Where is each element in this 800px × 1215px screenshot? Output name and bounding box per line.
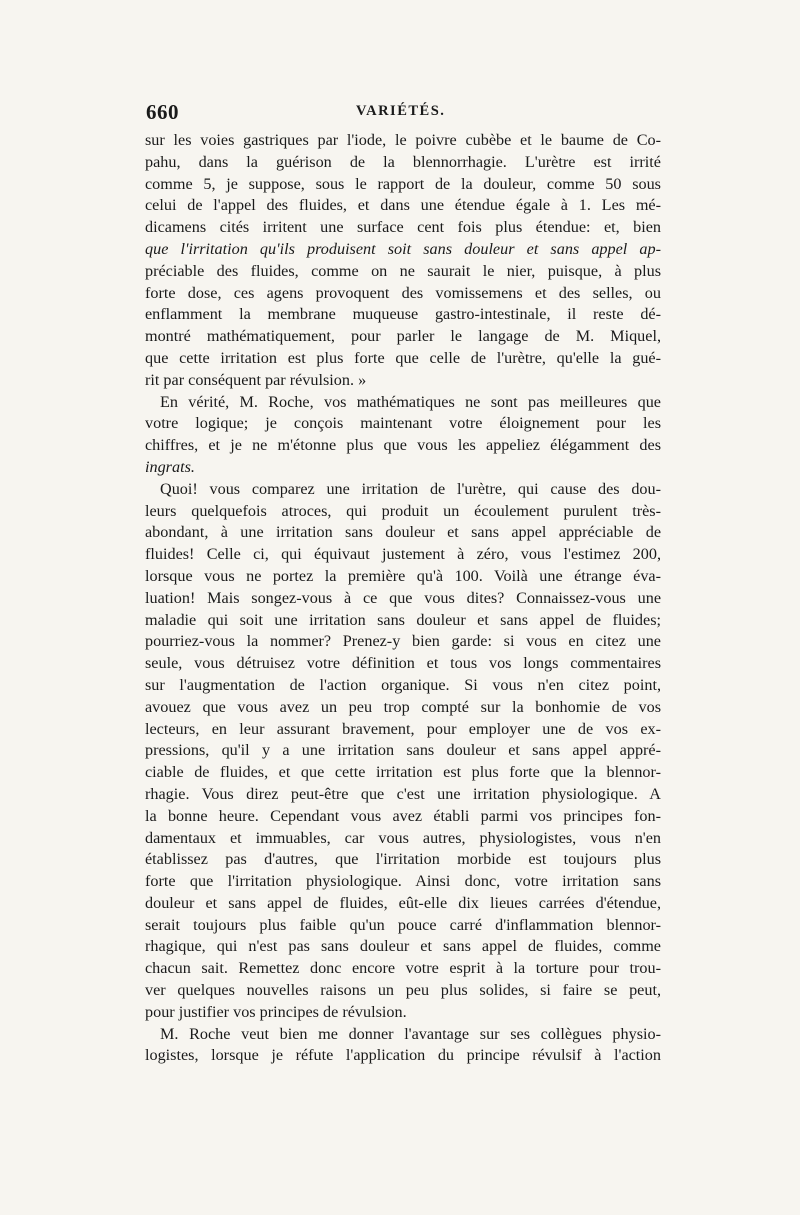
text-line: rit par conséquent par révulsion. » — [145, 370, 367, 389]
text-line: douleur et sans appel de fluides, eût-elle dix lieues carrées d'étendue, — [145, 893, 661, 912]
text-line: lorsque vous ne portez la première qu'à 100. Voilà une étrange éva- — [145, 566, 661, 585]
text-line: que cette irritation est plus forte que celle de l'urètre, qu'elle la gué- — [145, 348, 661, 367]
text-line: leurs quelquefois atroces, qui produit un écoulement purulent très- — [145, 501, 661, 520]
text-line: lecteurs, en leur assurant bravement, pour employer une de vos ex- — [145, 719, 661, 738]
text-line: ciable de fluides, et que cette irritation est plus forte que la blennor- — [145, 763, 661, 782]
text-line: préciable des fluides, comme on ne saurait le nier, puisque, à plus — [145, 261, 661, 280]
paragraph-start: En vérité, M. Roche, vos mathématiques ne sont pas meilleures que — [160, 392, 661, 411]
text-line: damentaux et immuables, car vous autres, physiologistes, vous n'en — [145, 828, 661, 847]
text-line: que l'irritation qu'ils produisent soit sans douleur et sans appel ap- — [145, 239, 661, 258]
text-line: établissez pas d'autres, que l'irritation morbide est toujours plus — [145, 850, 661, 869]
text-line: chiffres, et je ne m'étonne plus que vous les appeliez élégamment des — [145, 436, 661, 455]
text-line: votre logique; je conçois maintenant votre éloignement pour les — [145, 414, 661, 433]
text-line: ver quelques nouvelles raisons un peu plus solides, si faire se peut, — [145, 981, 661, 1000]
text-line: seule, vous détruisez votre définition et tous vos longs commentaires — [145, 654, 661, 673]
text-line: ingrats. — [145, 457, 195, 476]
body-text — [145, 130, 661, 1067]
paragraph-start: M. Roche veut bien me donner l'avantage sur ses collègues physio- — [160, 1024, 661, 1043]
text-line: pourriez-vous la nommer? Prenez-y bien garde: si vous en citez une — [145, 632, 661, 651]
page-header — [146, 100, 661, 126]
text-line: celui de l'appel des fluides, et dans une étendue égale à 1. Les mé- — [145, 196, 661, 215]
text-line: luation! Mais songez-vous à ce que vous dites? Connaissez-vous une — [145, 588, 661, 607]
text-line: forte que l'irritation physiologique. Ainsi donc, votre irritation sans — [145, 872, 661, 891]
text-line: chacun sait. Remettez donc encore votre esprit à la torture pour trou- — [145, 959, 661, 978]
text-line: fluides! Celle ci, qui équivaut justement à zéro, vous l'estimez 200, — [145, 545, 661, 564]
text-line: montré mathématiquement, pour parler le langage de M. Miquel, — [145, 327, 661, 346]
text-line: pressions, qu'il y a une irritation sans douleur et sans appel appré- — [145, 741, 661, 760]
text-line: rhagie. Vous direz peut-être que c'est une irritation physiologique. A — [145, 784, 661, 803]
text-line: pahu, dans la guérison de la blennorrhagie. L'urètre est irrité — [145, 152, 661, 171]
text-line: rhagique, qui n'est pas sans douleur et sans appel de fluides, comme — [145, 937, 661, 956]
text-line: serait toujours plus faible qu'un pouce carré d'inflammation blennor- — [145, 915, 661, 934]
text-line: sur les voies gastriques par l'iode, le poivre cubèbe et le baume de Co- — [145, 131, 661, 149]
text-line: la bonne heure. Cependant vous avez établi parmi vos principes fon- — [145, 806, 661, 825]
running-title: VARIÉTÉS. — [356, 103, 446, 119]
text-line: maladie qui soit une irritation sans douleur et sans appel de fluides; — [145, 610, 661, 629]
text-line: forte dose, ces agens provoquent des vomissemens et des selles, ou — [145, 283, 661, 302]
text-line: comme 5, je suppose, sous le rapport de la douleur, comme 50 sous — [145, 174, 661, 193]
text-line: avouez que vous avez un peu trop compté sur la bonhomie de vos — [145, 697, 661, 716]
text-line: logistes, lorsque je réfute l'application du principe révulsif à l'action — [145, 1046, 661, 1065]
page-number: 660 — [146, 100, 179, 124]
text-line: pour justifier vos principes de révulsion. — [145, 1002, 407, 1021]
text-line: sur l'augmentation de l'action organique. Si vous n'en citez point, — [145, 675, 661, 694]
text-line: dicamens cités irritent une surface cent fois plus étendue: et, bien — [145, 218, 661, 237]
text-line: enflamment la membrane muqueuse gastro-intestinale, il reste dé- — [145, 305, 661, 324]
paragraph-start: Quoi! vous comparez une irritation de l'urètre, qui cause des dou- — [160, 479, 661, 498]
text-line: abondant, à une irritation sans douleur et sans appel appréciable de — [145, 523, 661, 542]
